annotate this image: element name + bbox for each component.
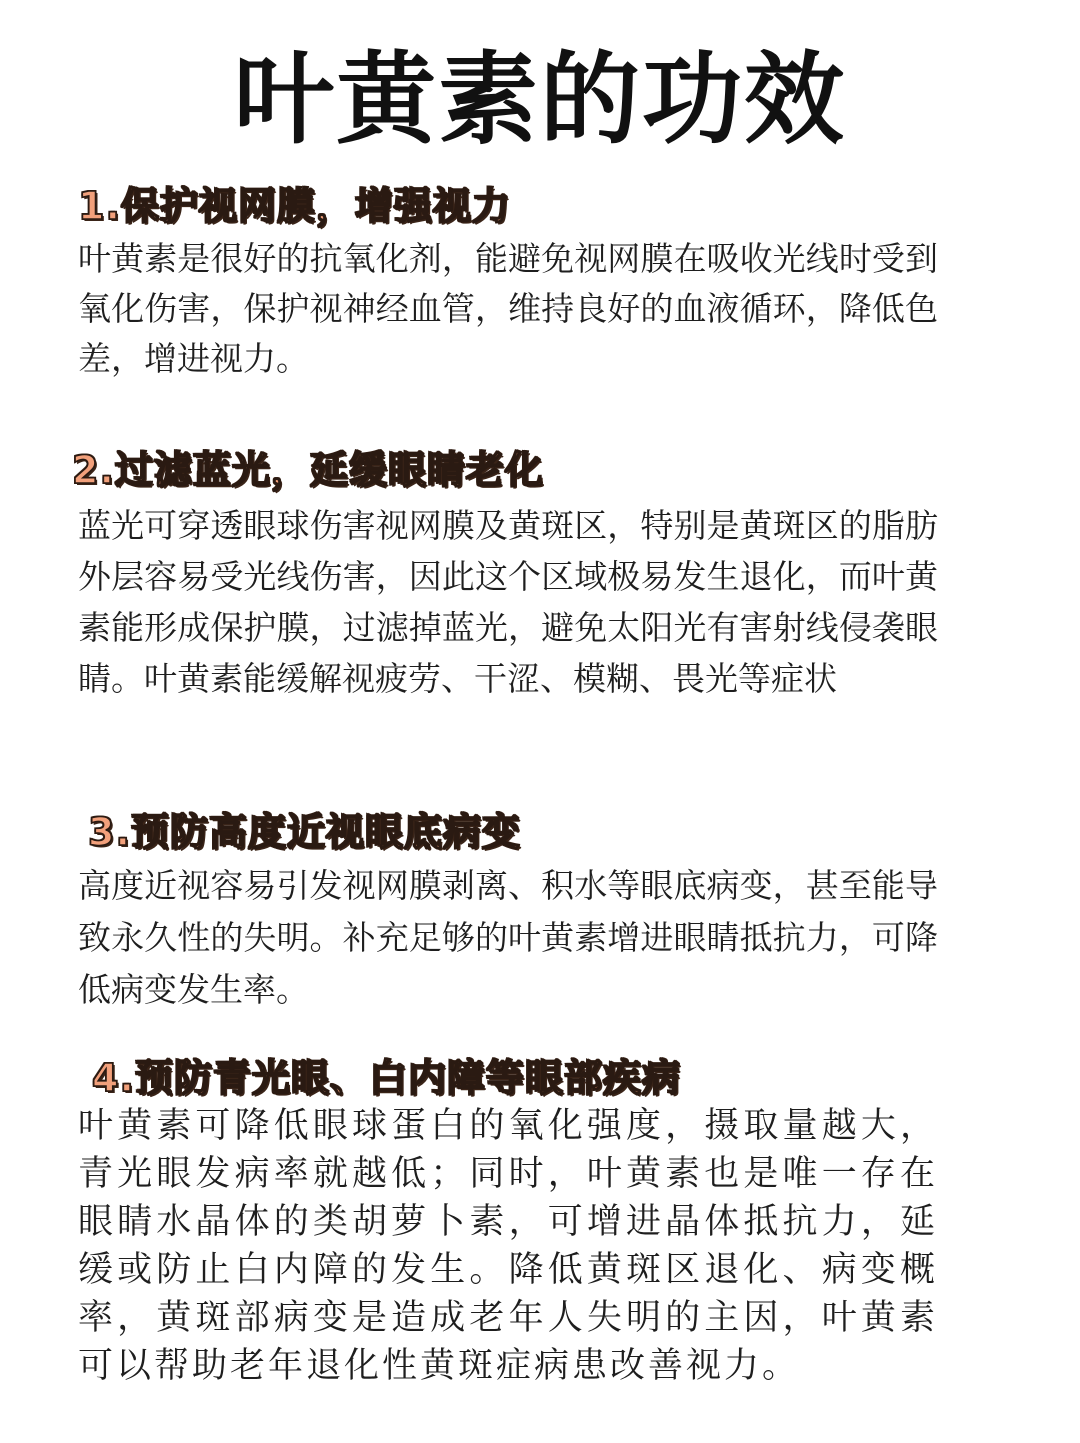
section-heading: 4.预防青光眼、白内障等眼部疾病 <box>92 1056 681 1100</box>
section-body: 叶黄素可降低眼球蛋白的氧化强度，摄取量越大，青光眼发病率就越低；同时，叶黄素也是唯一存在眼睛水晶体的类胡萝卜素，可增进晶体抵抗力，延缓或防止白内障的发生。降低黄斑区退化、病变概率，黄斑部病变是造成老年人失明的主因，叶黄素可以帮助老年退化性黄斑症病患改善视力。 <box>78 1106 938 1386</box>
section-4 <box>78 1056 938 1390</box>
section-3 <box>78 810 938 1016</box>
section-heading: 3.预防高度近视眼底病变 <box>88 810 521 854</box>
section-heading: 1.保护视网膜，增强视力 <box>78 184 511 228</box>
section-1 <box>78 184 938 384</box>
section-body: 蓝光可穿透眼球伤害视网膜及黄斑区，特别是黄斑区的脂肪外层容易受光线伤害，因此这个区域极易发生退化，而叶黄素能形成保护膜，过滤掉蓝光，避免太阳光有害射线侵袭眼睛。叶黄素能缓解视疲劳、干涩、模糊、畏光等症状 <box>78 506 938 698</box>
section-2 <box>72 448 938 704</box>
section-body: 高度近视容易引发视网膜剥离、积水等眼底病变，甚至能导致永久性的失明。补充足够的叶黄素增进眼睛抵抗力，可降低病变发生率。 <box>78 866 938 1009</box>
page-title: 叶黄素的功效 <box>234 41 846 158</box>
section-heading: 2.过滤蓝光，延缓眼睛老化 <box>72 448 544 492</box>
section-body: 叶黄素是很好的抗氧化剂，能避免视网膜在吸收光线时受到氧化伤害，保护视神经血管，维持良好的血液循环，降低色差，增进视力。 <box>78 239 938 378</box>
